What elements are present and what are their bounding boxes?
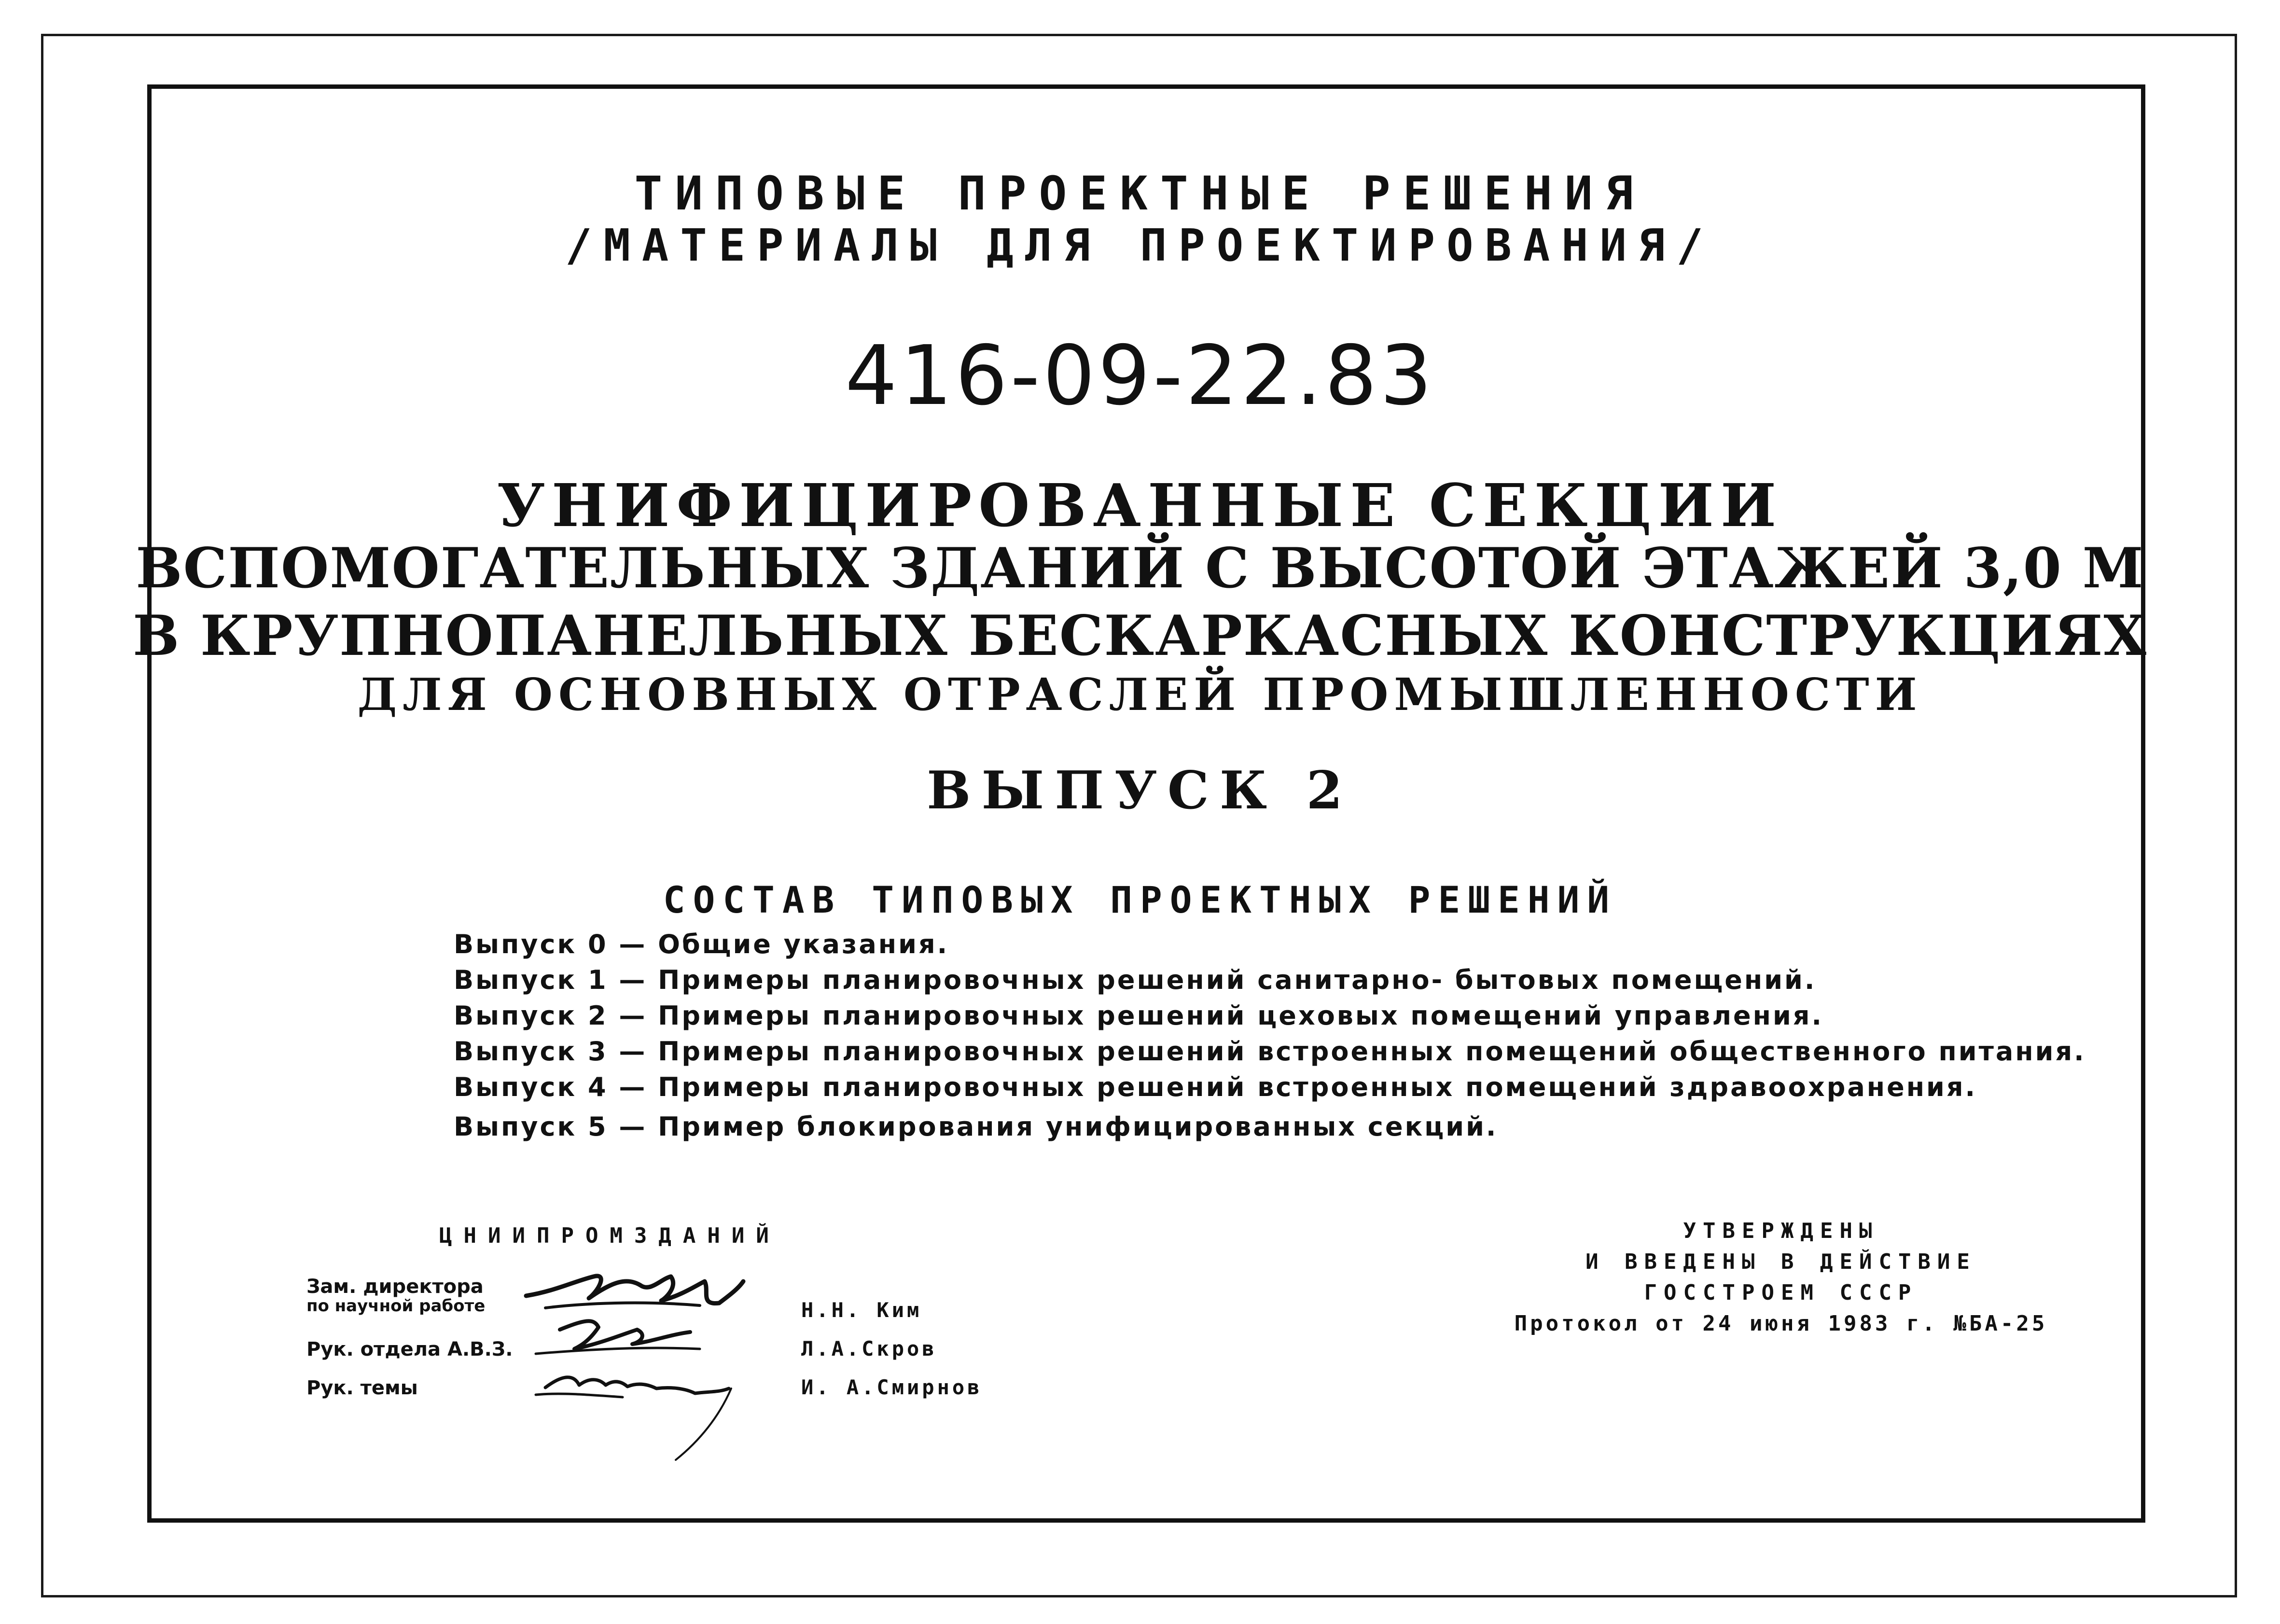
- list-item: Выпуск 1 — Примеры планировочных решений санитарно- бытовых помещений.: [454, 965, 1817, 995]
- deputy-name: Н.Н. Ким: [801, 1298, 922, 1322]
- title-line-1: УНИФИЦИРОВАННЫЕ СЕКЦИИ: [497, 471, 1783, 540]
- list-item: Выпуск 0 — Общие указания.: [454, 929, 949, 959]
- signature-block: [306, 1277, 1030, 1460]
- issue-number: ВЫПУСК 2: [927, 760, 1353, 821]
- composition-heading: СОСТАВ ТИПОВЫХ ПРОЕКТНЫХ РЕШЕНИЙ: [663, 878, 1617, 921]
- list-item: Выпуск 5 — Пример блокирования унифицированных секций.: [454, 1111, 1498, 1142]
- title-line-2: ВСПОМОГАТЕЛЬНЫХ ЗДАНИЙ С ВЫСОТОЙ ЭТАЖЕЙ 3,0 М: [136, 536, 2144, 600]
- issues-list: [454, 929, 2086, 1147]
- list-item: Выпуск 3 — Примеры планировочных решений встроенных помещений общественного питания.: [454, 1036, 2086, 1067]
- deputy-role-detail: по научной работе: [306, 1296, 486, 1316]
- theme-lead-name: И. А.Смирнов: [801, 1375, 983, 1399]
- approval-block: [1472, 1219, 2090, 1342]
- theme-lead-role: Рук. темы: [306, 1377, 418, 1399]
- approval-line-1: УТВЕРЖДЕНЫ: [1683, 1219, 1879, 1243]
- approval-protocol: Протокол от 24 июня 1983 г. №БА-25: [1514, 1311, 2048, 1336]
- document-number: 416-09-22.83: [845, 328, 1435, 424]
- handwritten-signatures: [516, 1262, 787, 1465]
- series-heading: ТИПОВЫЕ ПРОЕКТНЫЕ РЕШЕНИЯ: [634, 167, 1646, 221]
- organization-name: ЦНИИПРОМЗДАНИЙ: [439, 1223, 780, 1248]
- dept-head-role: Рук. отдела А.В.З.: [306, 1338, 513, 1360]
- title-line-4: ДЛЯ ОСНОВНЫХ ОТРАСЛЕЙ ПРОМЫШЛЕННОСТИ: [357, 668, 1923, 721]
- list-item: Выпуск 2 — Примеры планировочных решений цеховых помещений управления.: [454, 1000, 1823, 1031]
- approval-line-2: И ВВЕДЕНЫ В ДЕЙСТВИЕ: [1585, 1249, 1976, 1274]
- deputy-role: Зам. директора: [306, 1276, 484, 1298]
- dept-head-name: Л.А.Скров: [801, 1337, 937, 1360]
- approval-line-3: ГОССТРОЕМ СССР: [1644, 1280, 1918, 1305]
- list-item: Выпуск 4 — Примеры планировочных решений встроенных помещений здравоохранения.: [454, 1072, 1977, 1102]
- title-line-3: В КРУПНОПАНЕЛЬНЫХ БЕСКАРКАСНЫХ КОНСТРУКЦИЯХ: [133, 603, 2147, 668]
- materials-subheading: /МАТЕРИАЛЫ ДЛЯ ПРОЕКТИРОВАНИЯ/: [565, 220, 1715, 271]
